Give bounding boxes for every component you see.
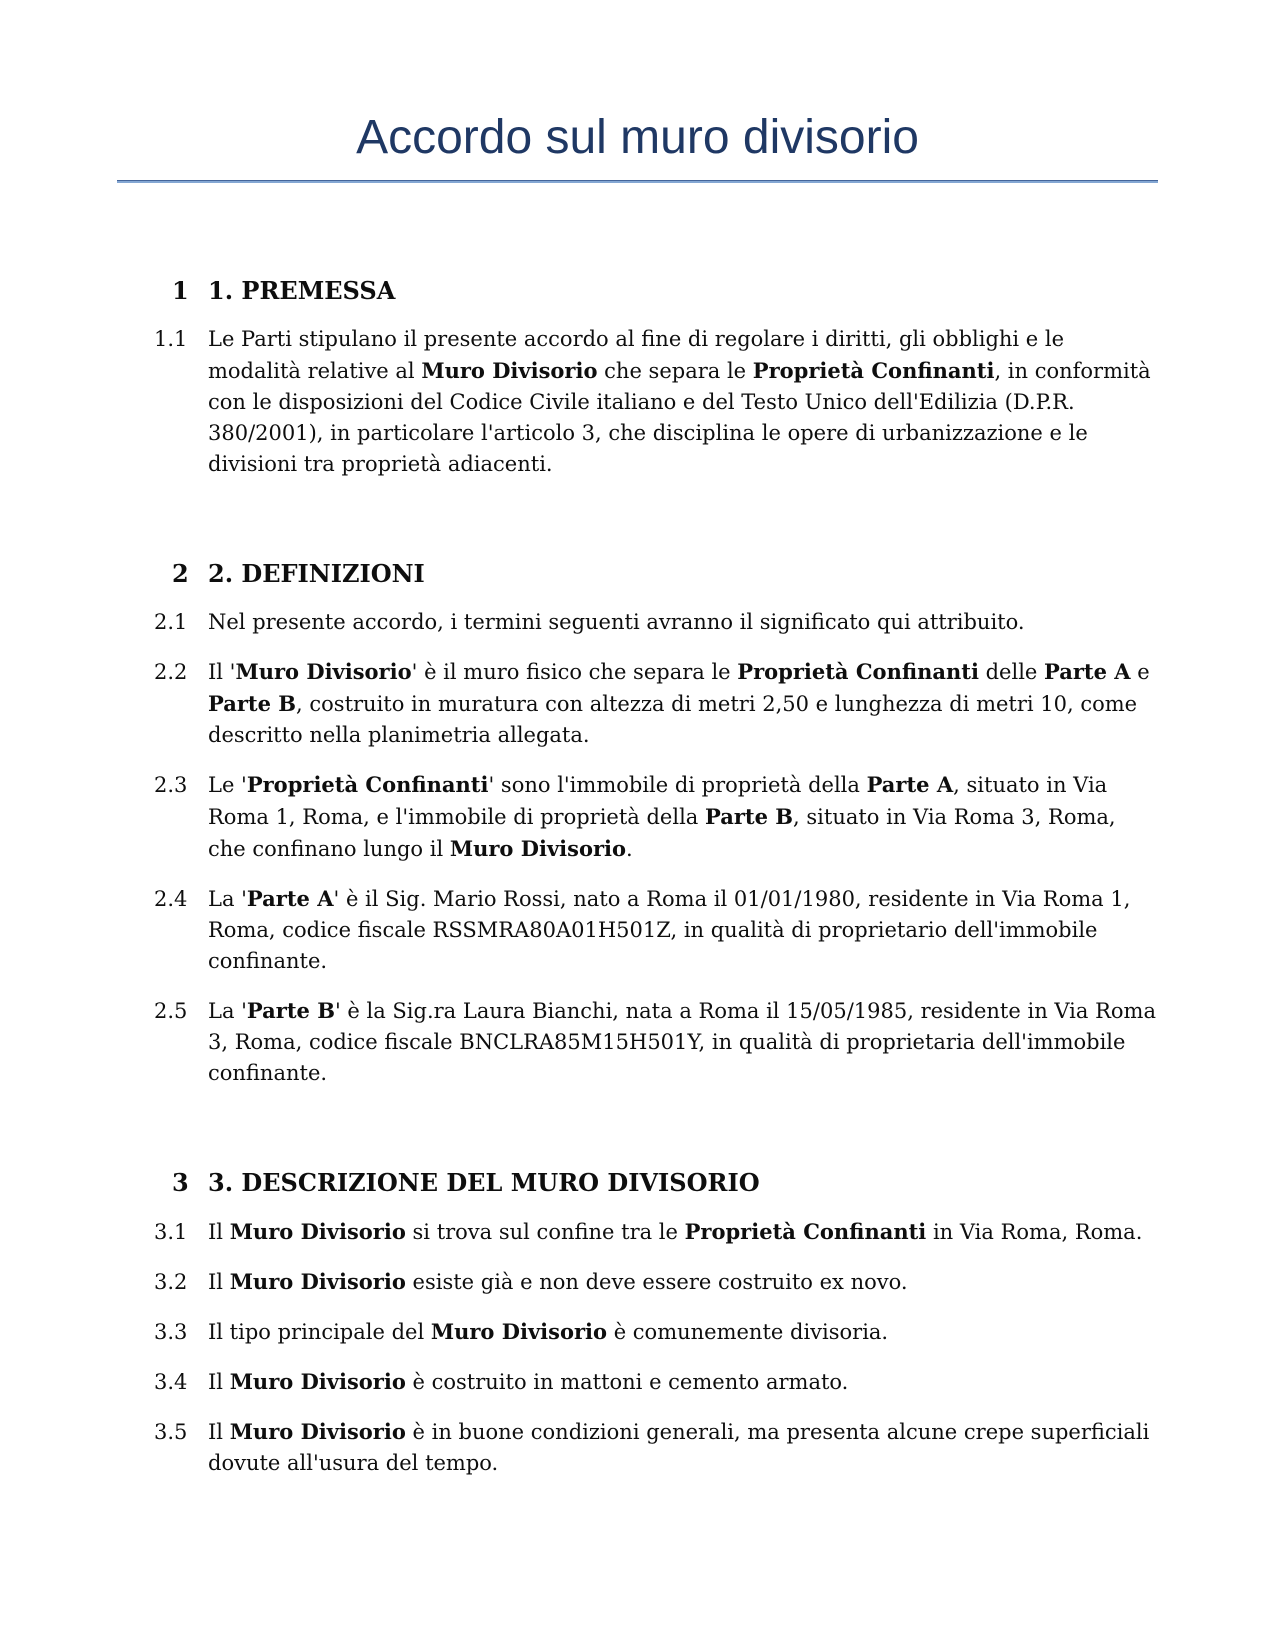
clause: [117, 995, 1158, 1089]
clause-number: 3.3: [154, 1320, 188, 1344]
section-number: 3: [172, 1168, 189, 1197]
text-run: .: [626, 837, 633, 861]
text-run: , costruito in muratura con altezza di metri 2,50 e lunghezza di metri 10, come descritto nella planimetria allegata.: [208, 692, 1138, 747]
text-run: e: [1130, 660, 1150, 684]
text-run: Il: [208, 1270, 230, 1294]
defined-term: Parte B: [246, 998, 335, 1023]
clause-number: 2.3: [154, 773, 188, 797]
defined-term: Proprietà Confinanti: [684, 1219, 927, 1244]
clause: [117, 1216, 1158, 1248]
text-run: Nel presente accordo, i termini seguenti avranno il significato qui attribuito.: [208, 610, 1025, 634]
section: [117, 215, 1158, 480]
text-run: Il: [208, 1370, 230, 1394]
section-heading: [117, 558, 1158, 589]
section-heading-text: 2. DEFINIZIONI: [208, 559, 425, 588]
text-run: Le Parti stipulano il presente accordo al fine di regolare i diritti, gli obblighi e le modalità relative al: [208, 327, 1065, 383]
text-run: , situato in Via Roma 3, Roma, che confinano lungo il: [208, 805, 1116, 861]
clause-number: 2.4: [154, 887, 188, 911]
defined-term: Muro Divisorio: [229, 1269, 406, 1294]
clause: [117, 1366, 1158, 1398]
text-run: si trova sul confine tra le: [405, 1220, 685, 1244]
clause: [117, 607, 1158, 638]
section-heading: [117, 275, 1158, 306]
clause-text: [208, 1216, 1158, 1248]
text-run: che separa le: [597, 359, 753, 383]
text-run: è in buone condizioni generali, ma presenta alcune crepe superficiali dovute all'usura del tempo.: [208, 1420, 1150, 1475]
text-run: è comunemente divisoria.: [607, 1320, 889, 1344]
text-run: ' è il muro fisico che separa le: [411, 660, 738, 684]
clause-text: [208, 1266, 1158, 1298]
clause: [117, 769, 1158, 865]
section-heading-text: 3. DESCRIZIONE DEL MURO DIVISORIO: [208, 1168, 760, 1197]
clause-text: [208, 883, 1158, 977]
text-run: Le ': [208, 773, 247, 797]
defined-term: Proprietà Confinanti: [737, 659, 979, 684]
clause-number: 3.4: [154, 1370, 188, 1394]
clause-number: 3.2: [154, 1270, 188, 1294]
text-run: Il tipo principale del: [208, 1320, 431, 1344]
clause-number: 3.5: [154, 1420, 188, 1444]
text-run: ' è il Sig. Mario Rossi, nato a Roma il 01/01/1980, residente in Via Roma 1, Roma, codice fiscale RSSMRA80A01H501Z, in qualità di proprietario dell'immobile confinante.: [208, 887, 1131, 973]
text-run: delle: [978, 660, 1045, 684]
defined-term: Muro Divisorio: [430, 1319, 608, 1344]
clause-number: 2.5: [154, 999, 188, 1023]
defined-term: Parte B: [705, 804, 794, 829]
text-run: è costruito in mattoni e cemento armato.: [405, 1370, 849, 1394]
defined-term: Muro Divisorio: [229, 1369, 406, 1394]
defined-term: Muro Divisorio: [229, 1219, 406, 1244]
clause: [117, 1316, 1158, 1348]
clause: [117, 1266, 1158, 1298]
clause: [117, 656, 1158, 751]
defined-term: Parte A: [866, 772, 954, 797]
document-body: [117, 183, 1158, 1479]
document-title: Accordo sul muro divisorio: [356, 111, 919, 164]
defined-term: Muro Divisorio: [229, 1419, 406, 1444]
section-number: 2: [172, 559, 189, 588]
clause-number: 1.1: [154, 327, 188, 351]
section-number: 1: [172, 276, 189, 305]
section-heading: [117, 1167, 1158, 1198]
clause-text: [208, 1416, 1158, 1479]
text-run: Il: [208, 1220, 230, 1244]
text-run: La ': [208, 999, 247, 1023]
clause: [117, 883, 1158, 977]
section: [117, 1107, 1158, 1479]
clause-text: [208, 1316, 1158, 1348]
text-run: Il ': [208, 660, 236, 684]
clause-text: [208, 607, 1158, 638]
section-heading-text: 1. PREMESSA: [208, 276, 396, 305]
clause-text: [208, 995, 1158, 1089]
text-run: in Via Roma, Roma.: [926, 1220, 1143, 1244]
defined-term: Muro Divisorio: [235, 659, 412, 684]
defined-term: Proprietà Confinanti: [752, 358, 995, 383]
clause-text: [208, 324, 1158, 480]
clause: [117, 1416, 1158, 1479]
defined-term: Parte B: [208, 691, 297, 716]
clause-number: 3.1: [154, 1220, 188, 1244]
defined-term: Muro Divisorio: [449, 836, 627, 861]
section: [117, 498, 1158, 1089]
defined-term: Proprietà Confinanti: [246, 772, 489, 797]
clause-text: [208, 769, 1158, 865]
defined-term: Muro Divisorio: [421, 358, 598, 383]
text-run: , in conformità con le disposizioni del Codice Civile italiano e del Testo Unico dell'Edilizia (D.P.R. 380/2001), in particolare l'articolo 3, che disciplina le opere di urbanizzazione e le divisioni tra proprietà adiacenti.: [208, 359, 1151, 476]
text-run: , situato in Via Roma 1, Roma, e l'immobile di proprietà della: [208, 773, 1108, 829]
defined-term: Parte A: [1044, 659, 1131, 684]
clause-text: [208, 1366, 1158, 1398]
clause-number: 2.2: [154, 660, 188, 684]
clause-text: [208, 656, 1158, 751]
defined-term: Parte A: [246, 886, 334, 911]
clause-number: 2.1: [154, 610, 188, 634]
text-run: ' sono l'immobile di proprietà della: [488, 773, 867, 797]
text-run: La ': [208, 887, 247, 911]
text-run: ' è la Sig.ra Laura Bianchi, nata a Roma il 15/05/1985, residente in Via Roma 3, Roma, codice fiscale BNCLRA85M15H501Y, in qualità di proprietaria dell'immobile confinante.: [208, 999, 1156, 1085]
text-run: esiste già e non deve essere costruito ex novo.: [405, 1270, 908, 1294]
clause: [117, 324, 1158, 480]
text-run: Il: [208, 1420, 230, 1444]
